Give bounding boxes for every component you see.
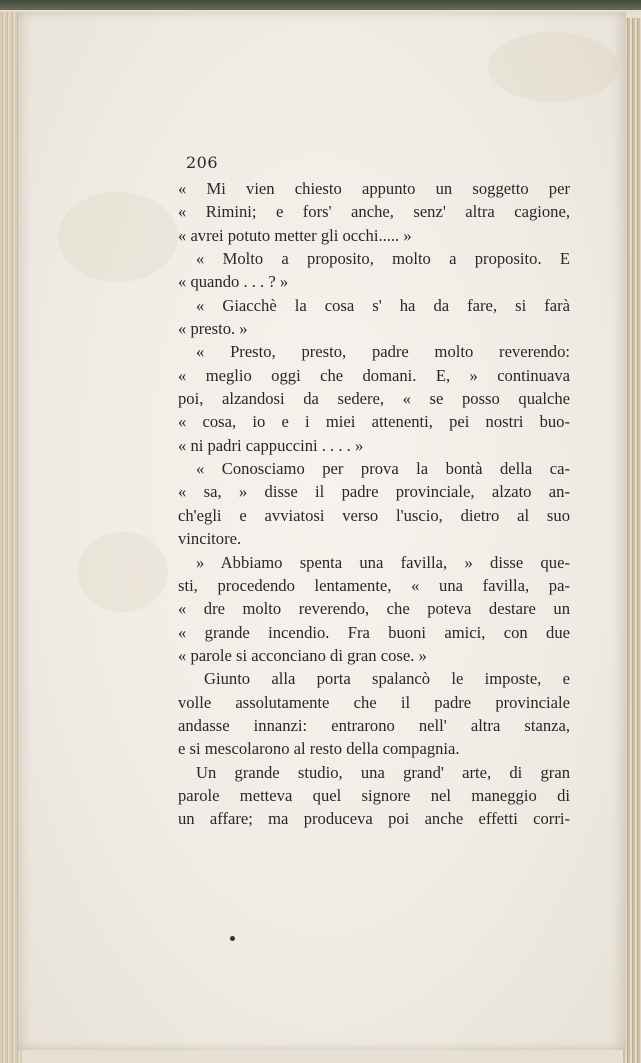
body-text [178,177,570,831]
paper-stain [78,532,168,612]
text-line: « ni padri cappuccini . . . . » [178,435,364,455]
text-line: « meglio oggi che domani. E, » continuava [178,365,570,385]
page-number: 206 [186,153,219,172]
ink-speck [230,936,235,941]
text-line: « Presto, presto, padre molto reverendo: [196,342,570,362]
text-line: « Giacchè la cosa s' ha da fare, si farà [196,295,570,315]
paper-stain [488,32,618,102]
text-line: » Abbiamo spenta una favilla, » disse que- [196,552,570,572]
text-line: parole metteva quel signore nel maneggio di [178,785,570,805]
text-line: « Molto a proposito, molto a proposito. E [196,249,570,269]
text-line: « dre molto reverendo, che poteva destare un [178,599,570,619]
text-line: sti, procedendo lentamente, « una favilla, pa- [178,575,570,595]
text-line: Un grande studio, una grand' arte, di gran [196,762,570,782]
text-line: Giunto alla porta spalancò le imposte, e [204,669,570,689]
text-line: andasse innanzi: entrarono nell' altra stanza, [178,715,570,735]
text-line: « avrei potuto metter gli occhi..... » [178,225,412,245]
text-line: « sa, » disse il padre provinciale, alzato an- [178,482,570,502]
text-line: volle assolutamente che il padre provinciale [178,692,570,712]
text-line: « grande incendio. Fra buoni amici, con due [178,622,570,642]
text-line: « Mi vien chiesto appunto un soggetto per [178,179,570,198]
text-line: e si mescolarono al resto della compagnia. [178,739,460,759]
text-line: un affare; ma produceva poi anche effetti corri- [178,809,570,829]
text-line: « cosa, io e i miei attenenti, pei nostri buo- [178,412,570,432]
text-line: « quando . . . ? » [178,272,289,292]
text-line: vincitore. [178,529,242,549]
paper-stain [58,192,178,282]
text-line: « Rimini; e fors' anche, senz' altra cagione, [178,202,570,222]
text-line: poi, alzandosi da sedere, « se posso qualche [178,389,570,409]
text-line: ch'egli e avviatosi verso l'uscio, dietro al suo [178,505,570,525]
text-line: « presto. » [178,319,248,339]
text-line: « Conosciamo per prova la bontà della ca- [196,459,570,479]
text-line: « parole si acconciano di gran cose. » [178,645,427,665]
